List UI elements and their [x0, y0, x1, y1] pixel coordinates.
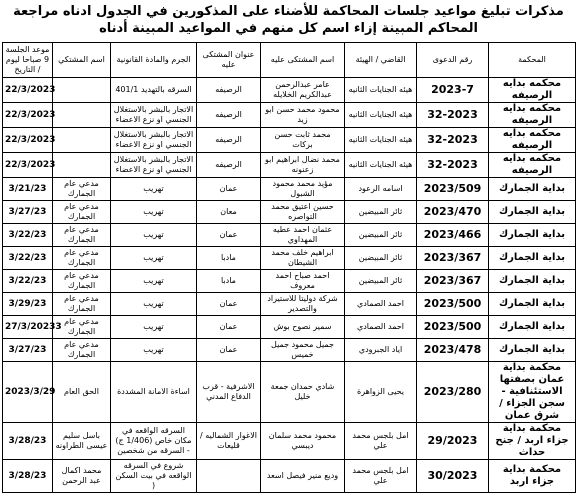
cell-crime: اساءة الامانة المشددة — [111, 362, 197, 423]
cell-court: بداية الجمارك — [489, 178, 576, 201]
cell-plaintiff: مدعي عام الجمارك — [53, 247, 111, 270]
cell-date: 3/28/23 — [3, 460, 53, 493]
cell-judge: يحيى الزواهرة — [345, 362, 417, 423]
table-body — [3, 78, 576, 493]
cell-crime: تهريب — [111, 293, 197, 316]
cell-plaintiff: مدعي عام الجمارك — [53, 201, 111, 224]
table-row — [3, 78, 576, 103]
cell-court: بداية الجمارك — [489, 339, 576, 362]
header-plaintiff: اسم المشتكي — [53, 43, 111, 78]
cell-judge: هيئه الجنايات الثانيه — [345, 103, 417, 128]
cell-date: 2023/3/29 — [3, 362, 53, 423]
cell-date: 3/22/23 — [3, 224, 53, 247]
cell-date: 3/21/23 — [3, 178, 53, 201]
cell-court: محكمه بدايه الرصيفه — [489, 153, 576, 178]
cell-complainant: محمد ثابت حسن بركات — [261, 128, 345, 153]
cell-date: 27/3/20233 — [3, 316, 53, 339]
cell-date: 3/22/23 — [3, 270, 53, 293]
cell-complainant: مؤيد محمد محمود الشبول — [261, 178, 345, 201]
table-row — [3, 293, 576, 316]
cell-complainant: محمود محمد سلمان ديبسي — [261, 423, 345, 460]
cell-address: عمان — [197, 293, 261, 316]
cell-judge: ثائر المبيضين — [345, 247, 417, 270]
cell-crime: السرقه الواقعه في مكان خاص (1/406 ج) - السرقه من شخصين — [111, 423, 197, 460]
cell-plaintiff: مدعي عام الجمارك — [53, 178, 111, 201]
cell-judge: امل بلجس محمد علي — [345, 423, 417, 460]
cell-court: بداية الجمارك — [489, 247, 576, 270]
table-row — [3, 153, 576, 178]
cell-crime: السرقه بالتهديد 401/1 — [111, 78, 197, 103]
cell-case-no: 2023/478 — [417, 339, 489, 362]
cell-plaintiff — [53, 153, 111, 178]
cell-case-no: 29/2023 — [417, 423, 489, 460]
cell-crime: تهريب — [111, 224, 197, 247]
cell-crime: الاتجار بالبشر بالاستغلال الجنسي او نزع الاعضاء — [111, 128, 197, 153]
table-row — [3, 423, 576, 460]
cell-address: عمان — [197, 178, 261, 201]
table-header-row — [3, 43, 576, 78]
header-crime: الجرم والمادة القانونية — [111, 43, 197, 78]
cell-crime: شروع في السرقه الواقعه في بيت السكن ( — [111, 460, 197, 493]
cell-judge: اسامه الرعود — [345, 178, 417, 201]
cell-plaintiff: مدعي عام الجمارك — [53, 293, 111, 316]
cell-address: مادبا — [197, 247, 261, 270]
cell-court: محكمه بدايه الرصيفه — [489, 103, 576, 128]
cell-date: 3/29/23 — [3, 293, 53, 316]
cell-complainant: احمد صباح احمد معروف — [261, 270, 345, 293]
cell-case-no: 32-2023 — [417, 153, 489, 178]
cell-address: عمان — [197, 224, 261, 247]
cell-complainant: وديع منير فيصل اسعد — [261, 460, 345, 493]
cell-address: الرصيفه — [197, 128, 261, 153]
cell-date: 22/3/2023 — [3, 103, 53, 128]
cell-judge: امل بلجس محمد علي — [345, 460, 417, 493]
cell-court: محكمه بدايه الرصيفه — [489, 78, 576, 103]
cell-crime: الاتجار بالبشر بالاستغلال الجنسي او نزع الاعضاء — [111, 103, 197, 128]
cell-plaintiff: مدعي عام الجمارك — [53, 339, 111, 362]
cell-judge: هيئه الجنايات الثانيه — [345, 153, 417, 178]
cell-plaintiff: مدعي عام الجمارك — [53, 270, 111, 293]
cell-case-no: 2023/470 — [417, 201, 489, 224]
cell-complainant: جميل محمود جميل خميس — [261, 339, 345, 362]
cell-date: 3/27/23 — [3, 201, 53, 224]
cell-court: بداية الجمارك — [489, 224, 576, 247]
cell-crime: الاتجار بالبشر بالاستغلال الجنسي او نزع الاعضاء — [111, 153, 197, 178]
cell-date: 3/28/23 — [3, 423, 53, 460]
cell-address: الاشرفية - قرب الدفاع المدني — [197, 362, 261, 423]
table-row — [3, 316, 576, 339]
cell-complainant: عثمان احمد عطيه المهداوي — [261, 224, 345, 247]
cell-judge: احمد الصمادي — [345, 293, 417, 316]
cell-court: محكمة بداية جزاء اربد — [489, 460, 576, 493]
table-row — [3, 247, 576, 270]
cell-court: بداية الجمارك — [489, 270, 576, 293]
cell-case-no: 2023/367 — [417, 270, 489, 293]
cell-crime: تهريب — [111, 339, 197, 362]
cell-address — [197, 460, 261, 493]
cell-judge: هيئه الجنايات الثانيه — [345, 128, 417, 153]
cell-case-no: 32-2023 — [417, 103, 489, 128]
header-judge: القاضي / الهيئة — [345, 43, 417, 78]
table-row — [3, 178, 576, 201]
cell-case-no: 2023-7 — [417, 78, 489, 103]
cell-date: 22/3/2023 — [3, 128, 53, 153]
table-row — [3, 103, 576, 128]
cell-crime: تهريب — [111, 178, 197, 201]
cell-crime: تهريب — [111, 247, 197, 270]
cell-crime: تهريب — [111, 316, 197, 339]
cell-court: بداية الجمارك — [489, 293, 576, 316]
hearings-table — [2, 42, 576, 493]
cell-date: 3/27/23 — [3, 339, 53, 362]
cell-address: عمان — [197, 339, 261, 362]
cell-complainant: سمير نصوح بوش — [261, 316, 345, 339]
cell-complainant: حسين اعتيق محمد التواصره — [261, 201, 345, 224]
cell-plaintiff: الحق العام — [53, 362, 111, 423]
cell-complainant: شركة دوليتا للاستيراد والتصدير — [261, 293, 345, 316]
header-date: موعد الجلسة 9 صباحا ليوم / التاريخ — [3, 43, 53, 78]
cell-date: 3/22/23 — [3, 247, 53, 270]
cell-complainant: محمود محمد حسن ابو زيد — [261, 103, 345, 128]
header-complainant: اسم المشتكى عليه — [261, 43, 345, 78]
cell-judge: ثائر المبيضين — [345, 224, 417, 247]
cell-plaintiff: مدعي عام الجمارك — [53, 316, 111, 339]
cell-case-no: 30/2023 — [417, 460, 489, 493]
cell-address: الرصيفه — [197, 153, 261, 178]
cell-plaintiff: باسل سليم عيسى الطراونه — [53, 423, 111, 460]
cell-case-no: 2023/500 — [417, 293, 489, 316]
cell-plaintiff — [53, 78, 111, 103]
table-row — [3, 128, 576, 153]
cell-complainant: شادي حمدان جمعة خليل — [261, 362, 345, 423]
cell-complainant: محمد نضال ابراهيم ابو زعنونه — [261, 153, 345, 178]
cell-case-no: 2023/280 — [417, 362, 489, 423]
table-row — [3, 339, 576, 362]
cell-address: معان — [197, 201, 261, 224]
cell-court: محكمه بدايه الرصيفه — [489, 128, 576, 153]
header-address: عنوان المشتكى عليه — [197, 43, 261, 78]
cell-address: الاغوار الشماليه / قليعات — [197, 423, 261, 460]
cell-case-no: 2023/500 — [417, 316, 489, 339]
cell-crime: تهريب — [111, 270, 197, 293]
cell-judge: ثائر المبيضين — [345, 270, 417, 293]
cell-case-no: 2023/509 — [417, 178, 489, 201]
cell-complainant: عامر عبدالرحمن عبدالكريم الخلايله — [261, 78, 345, 103]
table-row — [3, 270, 576, 293]
cell-judge: اياد الجبرودي — [345, 339, 417, 362]
table-row — [3, 362, 576, 423]
cell-crime: تهريب — [111, 201, 197, 224]
table-row — [3, 224, 576, 247]
cell-case-no: 32-2023 — [417, 128, 489, 153]
header-court: المحكمة — [489, 43, 576, 78]
cell-date: 22/3/2023 — [3, 153, 53, 178]
cell-court: محكمة بداية عمان بصفتها الاستئنافية - سجن الجزاء /شرق عمان — [489, 362, 576, 423]
cell-court: محكمة بداية جزاء اربد / جنح حداث — [489, 423, 576, 460]
cell-address: الرصيفه — [197, 78, 261, 103]
cell-court: بداية الجمارك — [489, 201, 576, 224]
cell-case-no: 2023/367 — [417, 247, 489, 270]
cell-plaintiff: مدعي عام الجمارك — [53, 224, 111, 247]
cell-complainant: ابراهيم خلف محمد الشيطان — [261, 247, 345, 270]
cell-case-no: 2023/466 — [417, 224, 489, 247]
cell-judge: ثائر المبيضين — [345, 201, 417, 224]
table-row — [3, 460, 576, 493]
cell-address: الرصيفه — [197, 103, 261, 128]
cell-plaintiff — [53, 128, 111, 153]
header-case-no: رقم الدعوى — [417, 43, 489, 78]
cell-address: عمان — [197, 316, 261, 339]
cell-judge: احمد الصمادي — [345, 316, 417, 339]
cell-judge: هيئه الجنايات الثانيه — [345, 78, 417, 103]
table-row — [3, 201, 576, 224]
cell-date: 22/3/2023 — [3, 78, 53, 103]
cell-address: مادبا — [197, 270, 261, 293]
cell-plaintiff: محمد اكمال عبد الرحمن — [53, 460, 111, 493]
cell-court: بداية الجمارك — [489, 316, 576, 339]
cell-plaintiff — [53, 103, 111, 128]
page-title: مذكرات تبليغ مواعيد جلسات المحاكمة للأضناء على المذكورين في الجدول ادناه مراجعة المحاكم المبينة إزاء اسم كل منهم في المواعيد المبينة أدناه — [13, 4, 564, 36]
